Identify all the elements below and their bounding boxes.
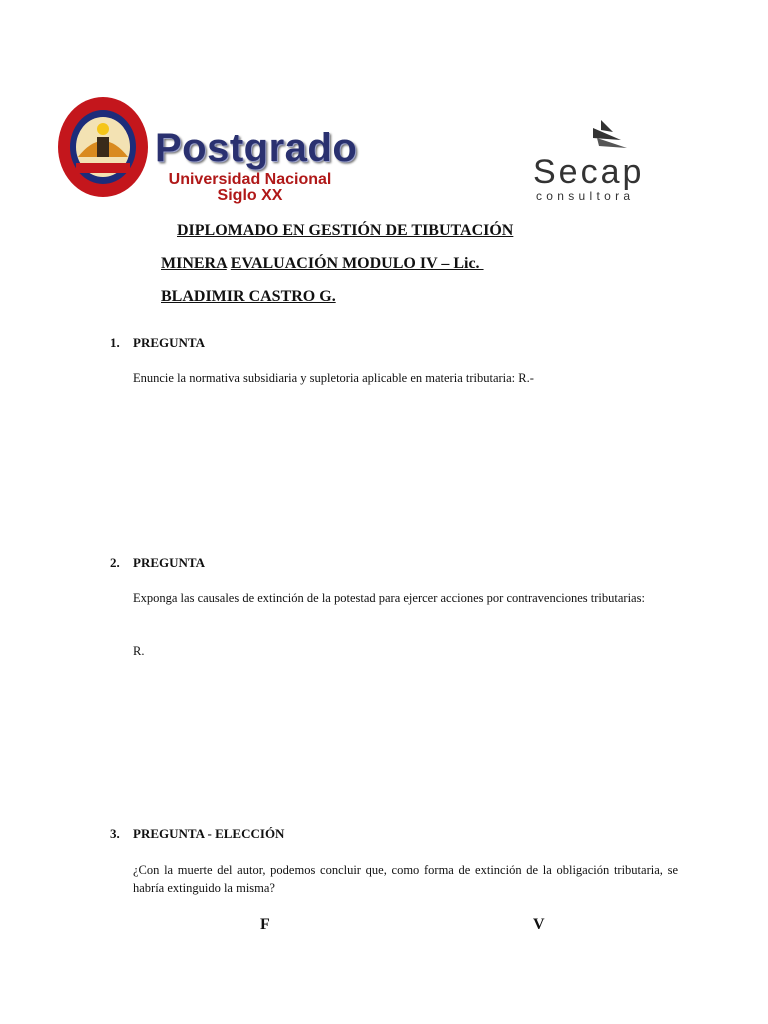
university-name [165, 172, 335, 204]
question-3-text: ¿Con la muerte del autor, podemos concluir que, como forma de extinción de la obligación tributaria, se habría extinguido la misma? [133, 863, 678, 895]
secap-logo-name: Secap [533, 153, 645, 191]
heading-line-3: BLADIMIR CASTRO G. [161, 288, 336, 305]
question-1-number: 1. [110, 335, 120, 350]
question-3-number: 3. [110, 826, 120, 841]
secap-logo-mark-icon [583, 118, 629, 154]
university-line-2: Siglo XX [217, 187, 283, 204]
option-false[interactable]: F [260, 916, 270, 933]
question-2-answer: R. [133, 644, 145, 658]
university-seal-logo [56, 95, 150, 199]
heading-line-1: DIPLOMADO EN GESTIÓN DE TIBUTACIÓN [177, 222, 514, 239]
question-2-text: Exponga las causales de extinción de la potestad para ejercer acciones por contravenciones tributarias: [133, 591, 645, 605]
question-3-title: PREGUNTA - ELECCIÓN [133, 826, 285, 841]
question-1-text: Enuncie la normativa subsidiaria y supletoria aplicable en materia tributaria: R.- [133, 371, 534, 385]
heading-line-2b: EVALUACIÓN MODULO IV – Lic. [230, 255, 484, 272]
heading-line-2a: MINERA [161, 255, 227, 272]
question-1-title: PREGUNTA [133, 335, 205, 350]
question-2-number: 2. [110, 555, 120, 570]
heading-line-2 [161, 255, 484, 273]
university-line-1: Universidad Nacional [168, 171, 332, 188]
postgrado-title: Postgrado [155, 126, 358, 170]
question-2-title: PREGUNTA [133, 555, 205, 570]
option-true[interactable]: V [533, 916, 545, 933]
secap-logo-subtitle: consultora [536, 189, 635, 203]
